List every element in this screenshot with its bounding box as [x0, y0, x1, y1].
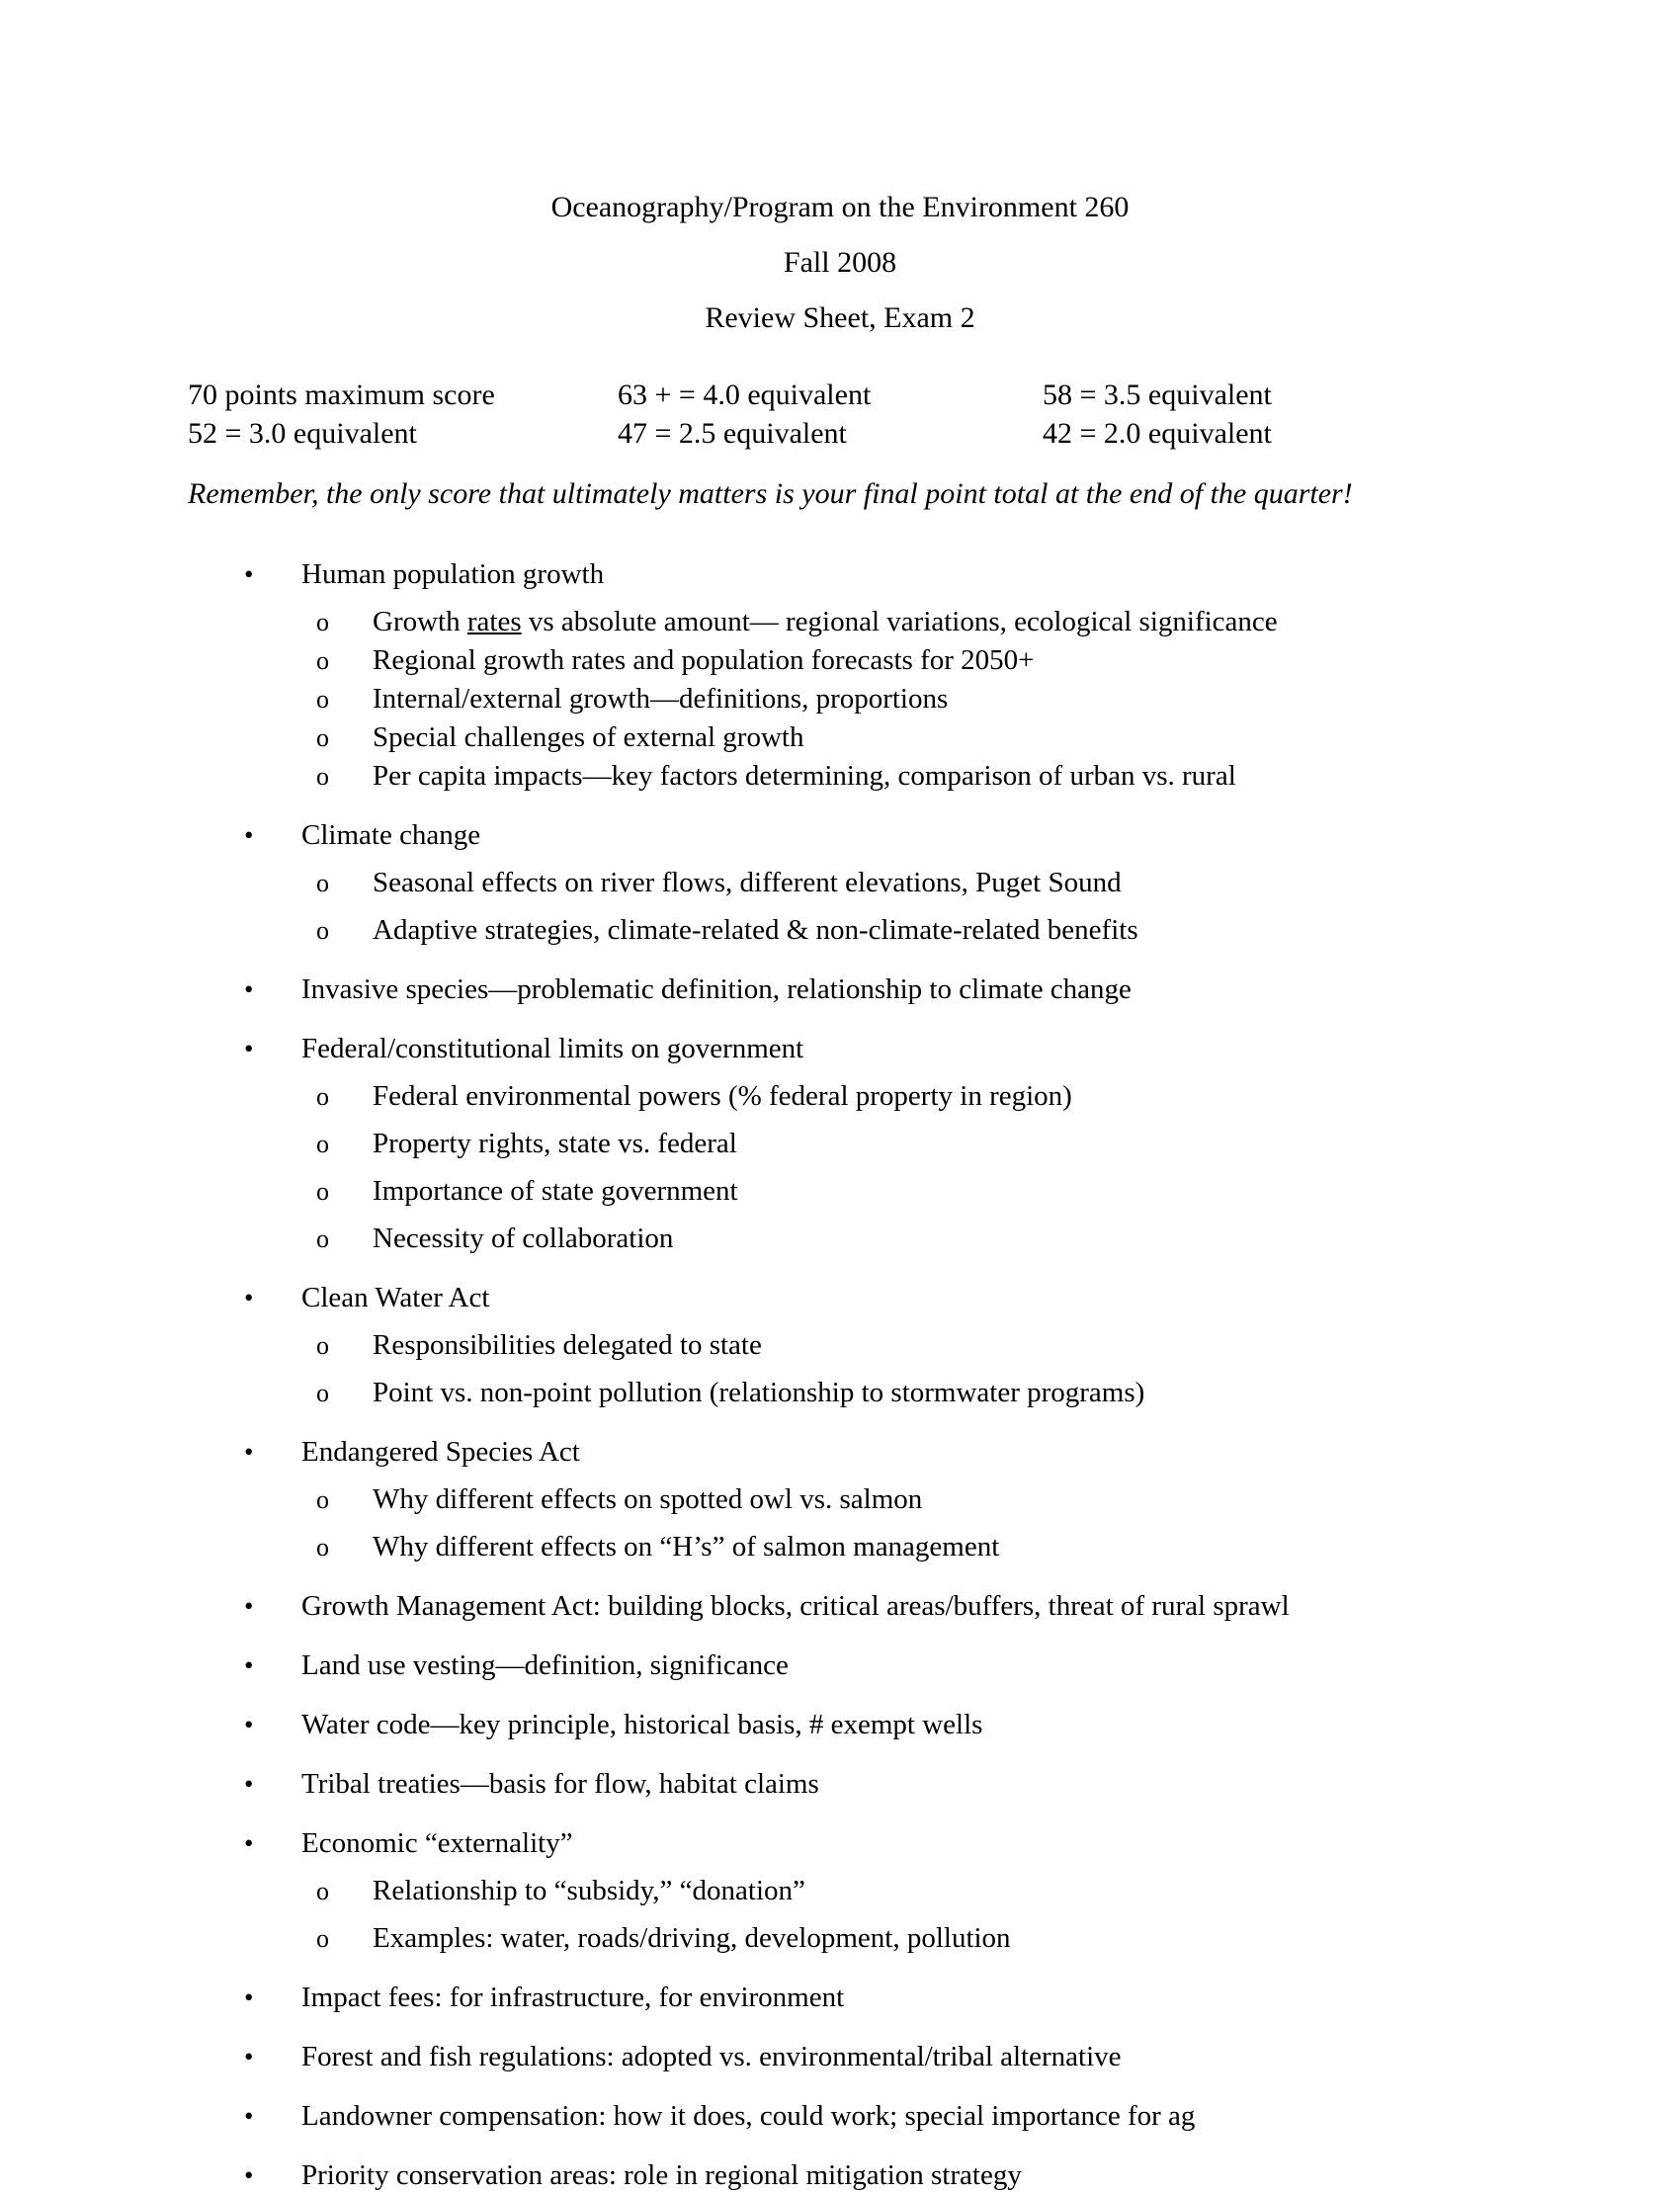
subitem-text-post: vs absolute amount— regional variations, ecological significance	[521, 606, 1278, 637]
bullet-disc-icon: •	[244, 2042, 254, 2071]
bullet-circle-icon: o	[316, 1331, 329, 1360]
outline-subitem-label: Examples: water, roads/driving, development, pollution	[373, 1922, 1011, 1954]
bullet-circle-icon: o	[316, 608, 329, 636]
outline-item-level1	[242, 1030, 1492, 1068]
bullet-circle-icon: o	[316, 1924, 329, 1953]
outline-item-level1	[242, 1279, 1492, 1317]
outline-item-level2	[314, 1220, 1492, 1258]
outline-item-label: Tribal treaties—basis for flow, habitat claims	[301, 1768, 819, 1800]
outline-item-label: Climate change	[301, 819, 481, 851]
outline-item-level2	[314, 1374, 1492, 1412]
outline-subitem-label: Federal environmental powers (% federal property in region)	[373, 1080, 1072, 1112]
outline-item-label: Clean Water Act	[301, 1282, 490, 1313]
bullet-circle-icon: o	[316, 916, 329, 945]
bullet-disc-icon: •	[244, 1283, 254, 1312]
bullet-circle-icon: o	[316, 685, 329, 714]
outline-item-label: Growth Management Act: building blocks, critical areas/buffers, threat of rural sprawl	[301, 1590, 1290, 1622]
outline-subitem-label: Per capita impacts—key factors determining, comparison of urban vs. rural	[373, 760, 1236, 792]
outline-subitem-label: Special challenges of external growth	[373, 721, 804, 753]
bullet-circle-icon: o	[316, 723, 329, 752]
bullet-disc-icon: •	[244, 1650, 254, 1680]
outline-item-level1	[242, 971, 1492, 1009]
outline-item-level1	[242, 1587, 1492, 1626]
grade-scale-table	[188, 376, 1324, 453]
bullet-circle-icon: o	[316, 1485, 329, 1514]
bullet-circle-icon: o	[316, 762, 329, 791]
outline-subitem-label: Importance of state government	[373, 1175, 738, 1207]
outline-subitem-label: Necessity of collaboration	[373, 1223, 674, 1254]
outline-item-level2	[314, 1326, 1492, 1365]
outline-item-level2	[314, 864, 1492, 902]
outline-item-label: Landowner compensation: how it does, could work; special importance for ag	[301, 2100, 1196, 2132]
bullet-disc-icon: •	[244, 2101, 254, 2131]
grade-cell: 47 = 2.5 equivalent	[618, 417, 847, 450]
table-row	[188, 376, 1324, 414]
document-body	[188, 180, 1492, 2195]
bullet-disc-icon: •	[244, 1591, 254, 1621]
outline-item-level2	[314, 911, 1492, 950]
outline-item-level1	[242, 816, 1492, 855]
outline-item-level1	[242, 1433, 1492, 1472]
reminder-note: Remember, the only score that ultimately matters is your final point total at the end of the quarter!	[188, 477, 1353, 510]
outline-subitem-label: Property rights, state vs. federal	[373, 1128, 737, 1159]
bullet-circle-icon: o	[316, 1533, 329, 1562]
outline-item-label: Endangered Species Act	[301, 1436, 580, 1468]
outline-subitem-label: Responsibilities delegated to state	[373, 1329, 762, 1361]
bullet-disc-icon: •	[244, 1710, 254, 1739]
document-heading	[188, 180, 1492, 346]
outline-item-level1	[242, 1765, 1492, 1804]
bullet-circle-icon: o	[316, 869, 329, 897]
bullet-disc-icon: •	[244, 1983, 254, 2012]
outline-item-level2	[314, 641, 1492, 680]
outline-item-level2	[314, 757, 1492, 796]
outline-item-level2	[314, 1872, 1492, 1910]
subitem-text-pre: Growth	[373, 606, 467, 637]
outline-item-label: Economic “externality”	[301, 1827, 573, 1859]
outline-item-label: Priority conservation areas: role in regional mitigation strategy	[301, 2159, 1022, 2191]
grade-cell: 52 = 3.0 equivalent	[188, 417, 417, 450]
course-title: Oceanography/Program on the Environment 260	[550, 191, 1130, 223]
bullet-disc-icon: •	[244, 974, 254, 1004]
bullet-disc-icon: •	[244, 1828, 254, 1858]
bullet-circle-icon: o	[316, 1224, 329, 1253]
subitem-text-underlined: rates	[466, 606, 522, 637]
bullet-circle-icon: o	[316, 1177, 329, 1206]
outline-subitem-label: Point vs. non-point pollution (relationship to stormwater programs)	[373, 1377, 1145, 1408]
outline-item-level1	[242, 1646, 1492, 1685]
outline-item-label: Water code—key principle, historical basis, # exempt wells	[301, 1709, 983, 1740]
outline-item-level1	[242, 1979, 1492, 2017]
bullet-disc-icon: •	[244, 2160, 254, 2190]
outline-item-level1	[242, 2156, 1492, 2195]
outline-item-level1	[242, 2097, 1492, 2136]
grade-cell: 42 = 2.0 equivalent	[1043, 417, 1272, 450]
outline-subitem-label: Internal/external growth—definitions, proportions	[373, 683, 949, 715]
outline-item-level1	[242, 1706, 1492, 1744]
bullet-disc-icon: •	[244, 1034, 254, 1063]
review-outline	[188, 555, 1492, 2195]
outline-subitem-label: Why different effects on spotted owl vs. salmon	[373, 1483, 923, 1515]
outline-subitem-label: Adaptive strategies, climate-related & non-climate-related benefits	[373, 914, 1138, 946]
outline-subitem-label: Why different effects on “H’s” of salmon management	[373, 1531, 1000, 1562]
bullet-disc-icon: •	[244, 1437, 254, 1467]
outline-item-level2	[314, 1172, 1492, 1211]
outline-subitem-label	[373, 606, 1278, 637]
term-title: Fall 2008	[783, 246, 897, 279]
outline-item-level2	[314, 1480, 1492, 1519]
outline-item-label: Impact fees: for infrastructure, for environment	[301, 1982, 845, 2013]
outline-item-label: Invasive species—problematic definition, relationship to climate change	[301, 973, 1132, 1005]
bullet-disc-icon: •	[244, 559, 254, 589]
outline-item-level2	[314, 1919, 1492, 1958]
outline-subitem-label: Seasonal effects on river flows, different elevations, Puget Sound	[373, 867, 1122, 898]
outline-item-label: Forest and fish regulations: adopted vs. environmental/tribal alternative	[301, 2041, 1122, 2072]
outline-item-level2	[314, 1528, 1492, 1566]
outline-item-level2	[314, 1077, 1492, 1116]
outline-item-label: Land use vesting—definition, significance	[301, 1649, 789, 1681]
outline-item-level1	[242, 555, 1492, 594]
bullet-circle-icon: o	[316, 1130, 329, 1158]
grade-cell: 63 + = 4.0 equivalent	[618, 379, 872, 411]
outline-item-label: Federal/constitutional limits on government	[301, 1033, 804, 1064]
outline-subitem-label: Relationship to “subsidy,” “donation”	[373, 1875, 805, 1906]
outline-subitem-label: Regional growth rates and population forecasts for 2050+	[373, 644, 1035, 676]
bullet-circle-icon: o	[316, 1082, 329, 1111]
table-row	[188, 414, 1324, 453]
outline-item-level2	[314, 1125, 1492, 1163]
outline-item-label: Human population growth	[301, 558, 605, 590]
outline-item-level1	[242, 2038, 1492, 2076]
bullet-circle-icon: o	[316, 1877, 329, 1905]
bullet-circle-icon: o	[316, 646, 329, 675]
bullet-disc-icon: •	[244, 1769, 254, 1799]
sheet-title: Review Sheet, Exam 2	[705, 301, 975, 334]
bullet-disc-icon: •	[244, 820, 254, 850]
grade-cell: 70 points maximum score	[188, 379, 495, 411]
bullet-circle-icon: o	[316, 1379, 329, 1407]
outline-item-level2	[314, 718, 1492, 757]
outline-item-level1	[242, 1824, 1492, 1863]
outline-item-level2	[314, 603, 1492, 641]
grade-cell: 58 = 3.5 equivalent	[1043, 379, 1272, 411]
outline-item-level2	[314, 680, 1492, 718]
